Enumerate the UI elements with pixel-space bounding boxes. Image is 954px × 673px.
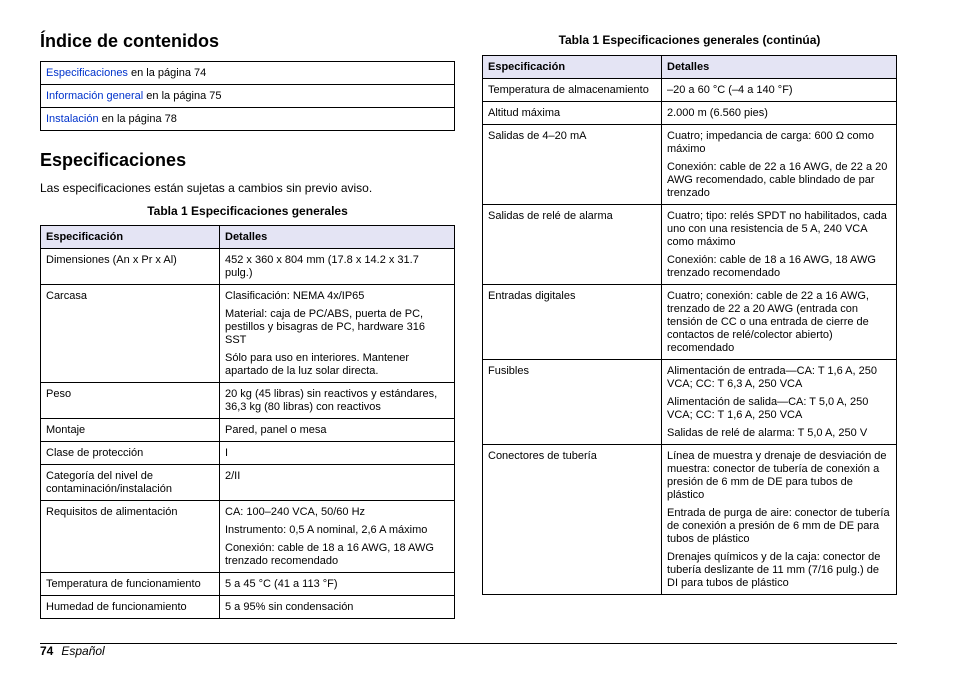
footer-rule: [40, 643, 897, 644]
toc-title: Índice de contenidos: [40, 31, 220, 51]
spec-details: [662, 102, 897, 125]
toc-row: [41, 85, 455, 108]
spec-table-left: [40, 225, 455, 619]
header-details: Detalles: [662, 56, 897, 79]
table-row: [41, 285, 455, 383]
spec-name: Humedad de funcionamiento: [41, 596, 220, 619]
table-row: [483, 360, 897, 445]
table-row: [41, 249, 455, 285]
left-column: [40, 30, 455, 619]
spec-details: [220, 285, 455, 383]
detail-line: Alimentación de entrada—CA: T 1,6 A, 250 VCA; CC: T 6,3 A, 250 VCA: [667, 365, 877, 390]
table-caption: Tabla 1 Especificaciones generales: [147, 204, 348, 218]
spec-name: Peso: [41, 383, 220, 419]
table-row: [41, 465, 455, 501]
detail-line: Cuatro; impedancia de carga: 600 Ω como máximo: [667, 130, 874, 155]
detail-line: Conexión: cable de 22 a 16 AWG, de 22 a 20 AWG recomendado, cable blindado de par trenzado: [667, 161, 888, 199]
detail-line: Sólo para uso en interiores. Mantener apartado de la luz solar directa.: [225, 352, 410, 377]
spec-details: [662, 445, 897, 595]
spec-name: Temperatura de almacenamiento: [483, 79, 662, 102]
table-row: [483, 445, 897, 595]
table-row: [41, 573, 455, 596]
detail-line: Conexión: cable de 18 a 16 AWG, 18 AWG trenzado recomendado: [225, 542, 434, 567]
toc-page-ref: en la página 78: [98, 113, 177, 125]
spec-details: [220, 383, 455, 419]
detail-line: 2.000 m (6.560 pies): [667, 107, 768, 119]
spec-name: Categoría del nivel de contaminación/instalación: [41, 465, 220, 501]
table-row: [483, 125, 897, 205]
spec-name: Clase de protección: [41, 442, 220, 465]
table-row: [41, 501, 455, 573]
toc-link-especificaciones[interactable]: Especificaciones: [46, 67, 128, 79]
toc-row: [41, 108, 455, 131]
detail-line: 452 x 360 x 804 mm (17.8 x 14.2 x 31.7 pulg.): [225, 254, 419, 279]
table-row: [483, 102, 897, 125]
table-row: [483, 79, 897, 102]
detail-line: Clasificación: NEMA 4x/IP65: [225, 290, 365, 302]
detail-line: Entrada de purga de aire: conector de tubería de conexión a presión de 6 mm de DE para tubos de plástico: [667, 507, 890, 545]
section-title: Especificaciones: [40, 150, 187, 170]
toc-row: [41, 62, 455, 85]
detail-line: Instrumento: 0,5 A nominal, 2,6 A máximo: [225, 524, 428, 536]
table-header-row: [483, 56, 897, 79]
footer-language: Español: [61, 644, 105, 658]
section-intro: Las especificaciones están sujetas a cambios sin previo aviso.: [40, 181, 373, 195]
spec-name: Entradas digitales: [483, 285, 662, 360]
spec-name: Dimensiones (An x Pr x Al): [41, 249, 220, 285]
table-caption-continued: Tabla 1 Especificaciones generales (continúa): [558, 33, 821, 47]
spec-name: Temperatura de funcionamiento: [41, 573, 220, 596]
header-spec: Especificación: [483, 56, 662, 79]
detail-line: –20 a 60 °C (–4 a 140 °F): [667, 84, 793, 96]
header-details: Detalles: [220, 226, 455, 249]
spec-name: Altitud máxima: [483, 102, 662, 125]
detail-line: Drenajes químicos y de la caja: conector de tubería deslizante de 11 mm (7/16 pulg.) de DI para tubos de plástico: [667, 551, 881, 589]
table-header-row: [41, 226, 455, 249]
spec-details: [662, 205, 897, 285]
spec-name: Fusibles: [483, 360, 662, 445]
toc-link-instalacion[interactable]: Instalación: [46, 113, 99, 125]
detail-line: 5 a 45 °C (41 a 113 °F): [225, 578, 338, 590]
spec-name: Requisitos de alimentación: [41, 501, 220, 573]
spec-details: [662, 79, 897, 102]
spec-name: Salidas de 4–20 mA: [483, 125, 662, 205]
detail-line: 2/II: [225, 470, 241, 482]
detail-line: 20 kg (45 libras) sin reactivos y estándares, 36,3 kg (80 libras) con reactivos: [225, 388, 438, 413]
spec-details: [220, 596, 455, 619]
spec-details: [662, 125, 897, 205]
toc-table: [40, 61, 455, 131]
table-row: [41, 442, 455, 465]
spec-name: Conectores de tubería: [483, 445, 662, 595]
header-spec: Especificación: [41, 226, 220, 249]
detail-line: CA: 100–240 VCA, 50/60 Hz: [225, 506, 366, 518]
right-column: [482, 30, 897, 595]
detail-line: I: [225, 447, 229, 459]
detail-line: Cuatro; conexión: cable de 22 a 16 AWG, trenzado de 22 a 20 AWG (entrada con tensión de CC o una entrada de cierre de contactos de relé/colector abierto) recomendado: [667, 290, 869, 354]
spec-name: Salidas de relé de alarma: [483, 205, 662, 285]
detail-line: Salidas de relé de alarma: T 5,0 A, 250 V: [667, 427, 868, 439]
spec-details: [220, 419, 455, 442]
spec-details: [220, 249, 455, 285]
spec-details: [220, 465, 455, 501]
detail-line: Cuatro; tipo: relés SPDT no habilitados, cada uno con una resistencia de 5 A, 240 VCA como máximo: [667, 210, 887, 248]
detail-line: Pared, panel o mesa: [225, 424, 327, 436]
page-number: 74: [40, 644, 54, 658]
table-row: [483, 285, 897, 360]
detail-line: Alimentación de salida—CA: T 5,0 A, 250 VCA; CC: T 1,6 A, 250 VCA: [667, 396, 869, 421]
spec-details: [662, 360, 897, 445]
table-row: [41, 596, 455, 619]
detail-line: 5 a 95% sin condensación: [225, 601, 354, 613]
page-footer: [40, 644, 105, 658]
detail-line: Material: caja de PC/ABS, puerta de PC, pestillos y bisagras de PC, hardware 316 SST: [225, 308, 425, 346]
spec-name: Carcasa: [41, 285, 220, 383]
table-row: [483, 205, 897, 285]
toc-page-ref: en la página 75: [143, 90, 222, 102]
table-row: [41, 419, 455, 442]
spec-details: [220, 442, 455, 465]
toc-link-informacion-general[interactable]: Información general: [46, 90, 144, 102]
detail-line: Conexión: cable de 18 a 16 AWG, 18 AWG trenzado recomendado: [667, 254, 876, 279]
table-row: [41, 383, 455, 419]
toc-page-ref: en la página 74: [127, 67, 207, 79]
spec-details: [220, 573, 455, 596]
detail-line: Línea de muestra y drenaje de desviación de muestra: conector de tubería de conexión a presión de 6 mm de DE para tubos de plástico: [667, 450, 887, 501]
spec-details: [662, 285, 897, 360]
spec-details: [220, 501, 455, 573]
spec-name: Montaje: [41, 419, 220, 442]
spec-table-right: [482, 55, 897, 595]
